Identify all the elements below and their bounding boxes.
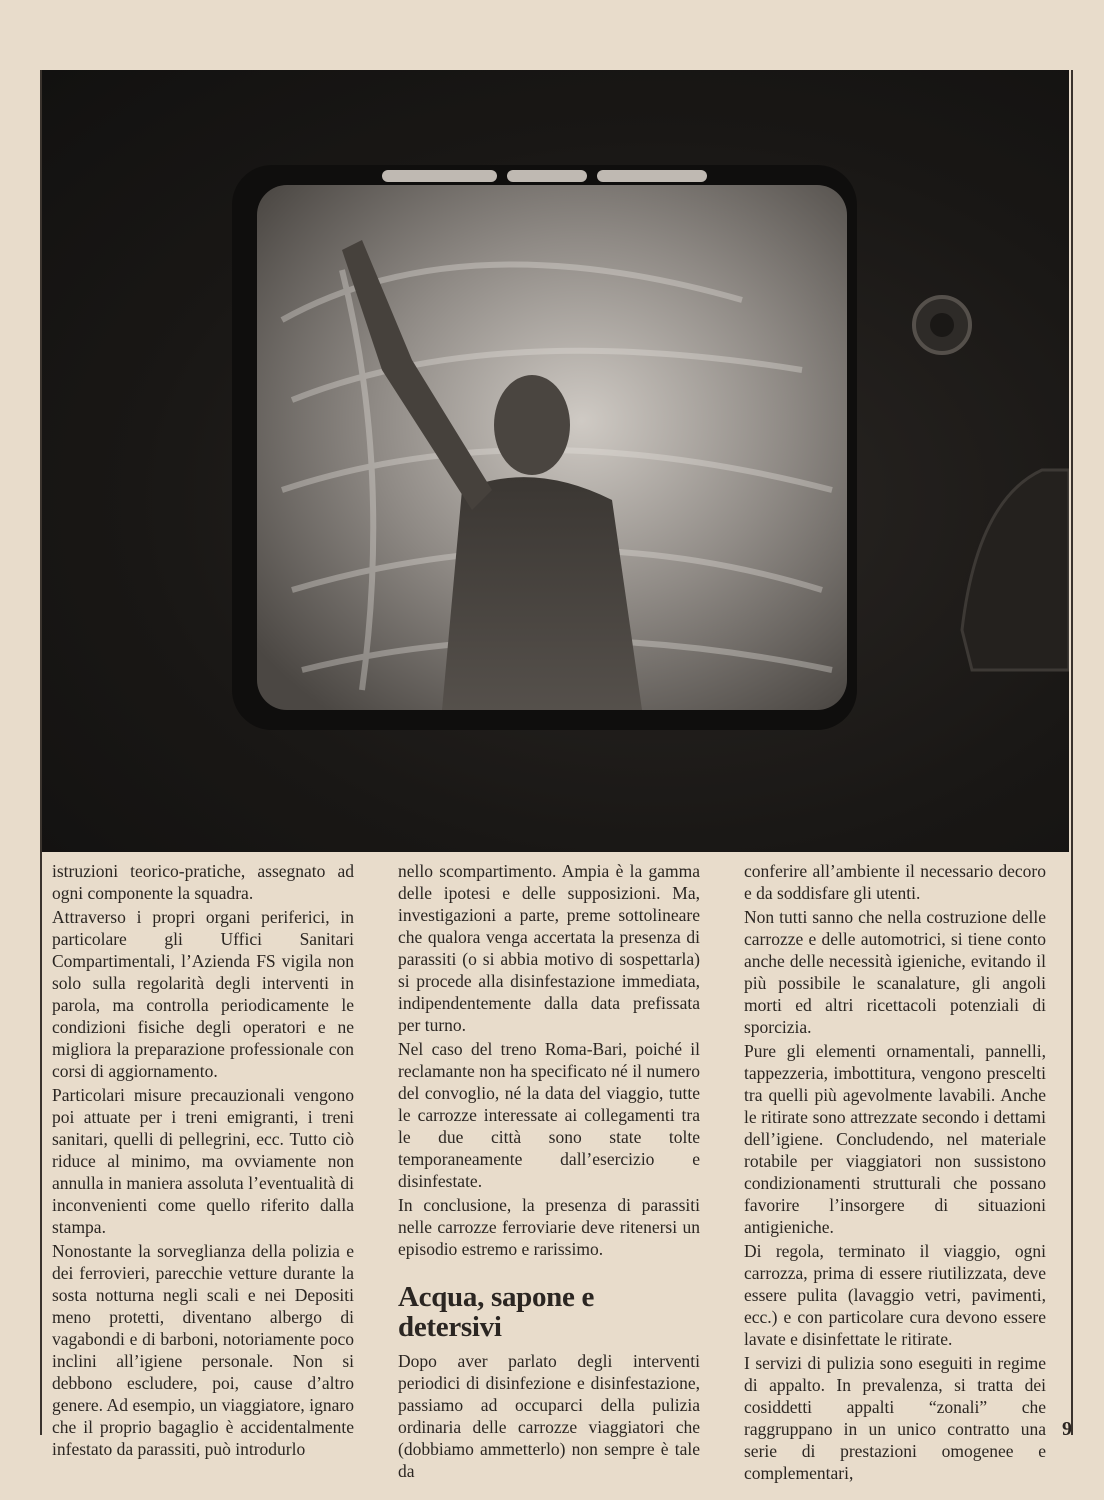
paragraph: Non tutti sanno che nella costruzione delle carrozze e delle automotrici, si tiene conto anche delle necessità igieniche, evitando il più possibile le scanalature, gli angoli morti ed altri ricettacoli potenziali di sporcizia. bbox=[744, 907, 1046, 1037]
paragraph: Nel caso del treno Roma-Bari, poiché il reclamante non ha specificato né il numero del convoglio, né la data del viaggio, tutte le carrozze interessate ai collegamenti tra le due città sono state tolte temporaneamente dall’esercizio e disinfestate. bbox=[398, 1039, 700, 1191]
top-vents bbox=[382, 170, 707, 182]
paragraph: Nonostante la sorveglianza della polizia e dei ferrovieri, parecchie vetture durante la sosta notturna negli scali e nei Depositi meno protetti, diventano albergo di vagabondi e di barboni, notoriamente poco inclini all’igiene personale. Non si debbono escludere, poi, cause d’altro genere. Ad esempio, un viaggiatore, ignaro che il proprio bagaglio è accidentalmente infestato da parassiti, può introdurlo bbox=[52, 1241, 354, 1459]
paragraph: istruzioni teorico-pratiche, assegnato ad ogni componente la squadra. bbox=[52, 861, 354, 903]
column-1 bbox=[52, 860, 354, 1462]
wall-knob bbox=[914, 297, 970, 353]
paragraph: In conclusione, la presenza di parassiti nelle carrozze ferroviarie deve ritenersi un episodio estremo e rarissimo. bbox=[398, 1195, 700, 1259]
photo-illustration bbox=[42, 70, 1069, 852]
column-2 bbox=[398, 860, 700, 1484]
paragraph: Particolari misure precauzionali vengono poi attuate per i treni emigranti, i treni sanitari, quelli di pellegrini, ecc. Tutto ciò riduce al minimo, ma ovviamente non annulla in maniera assoluta l’eventualità di inconvenienti come quello riferito dalla stampa. bbox=[52, 1085, 354, 1237]
article-body bbox=[52, 860, 1072, 1483]
column-3 bbox=[744, 860, 1046, 1486]
paragraph: conferire all’ambiente il necessario decoro e da soddisfare gli utenti. bbox=[744, 861, 1046, 903]
section-heading: Acqua, sapone e detersivi bbox=[398, 1281, 595, 1343]
seat-back bbox=[962, 470, 1069, 670]
paragraph: Pure gli elementi ornamentali, pannelli, tappezzeria, imbottitura, vengono prescelti tra quelli più agevolmente lavabili. Anche le ritirate sono attrezzate secondo i dettami dell’igiene. Concludendo, nel materiale rotabile per viaggiatori non sussistono condizionamenti strutturali che possano favorire l’insorgere di situazioni antigieniche. bbox=[744, 1041, 1046, 1237]
train-window-photo bbox=[42, 70, 1069, 852]
paragraph: Dopo aver parlato degli interventi periodici di disinfezione e disinfestazione, passiamo ad occuparci della pulizia ordinaria delle carrozze viaggiatori che (dobbiamo ammetterlo) non sempre è tale da bbox=[398, 1351, 700, 1481]
paragraph: Attraverso i propri organi periferici, in particolare gli Uffici Sanitari Compartimentali, l’Azienda FS vigila non solo sulla regolarità degli interventi in parola, ma controlla periodicamente le condizioni fisiche degli operatori e ne migliora la preparazione professionale con corsi di aggiornamento. bbox=[52, 907, 354, 1081]
paragraph: nello scompartimento. Ampia è la gamma delle ipotesi e delle supposizioni. Ma, investigazioni a parte, preme sottolineare che qualora venga accertata la presenza di parassiti (o si abbia motivo di sospettarla) si procede alla disinfestazione immediata, indipendentemente dalla data prefissata per turno. bbox=[398, 861, 700, 1035]
page-number: 9 bbox=[1062, 1418, 1072, 1440]
paragraph: Di regola, terminato il viaggio, ogni carrozza, prima di essere riutilizzata, deve essere pulita (lavaggio vetri, pavimenti, ecc.) e con particolare cura devono essere lavate e disinfettate le ritirate. bbox=[744, 1241, 1046, 1349]
paragraph: I servizi di pulizia sono eseguiti in regime di appalto. In prevalenza, si tratta dei cosiddetti appalti “zonali” che raggruppano in un unico contratto una serie di prestazioni omogenee e complementari, bbox=[744, 1353, 1046, 1483]
